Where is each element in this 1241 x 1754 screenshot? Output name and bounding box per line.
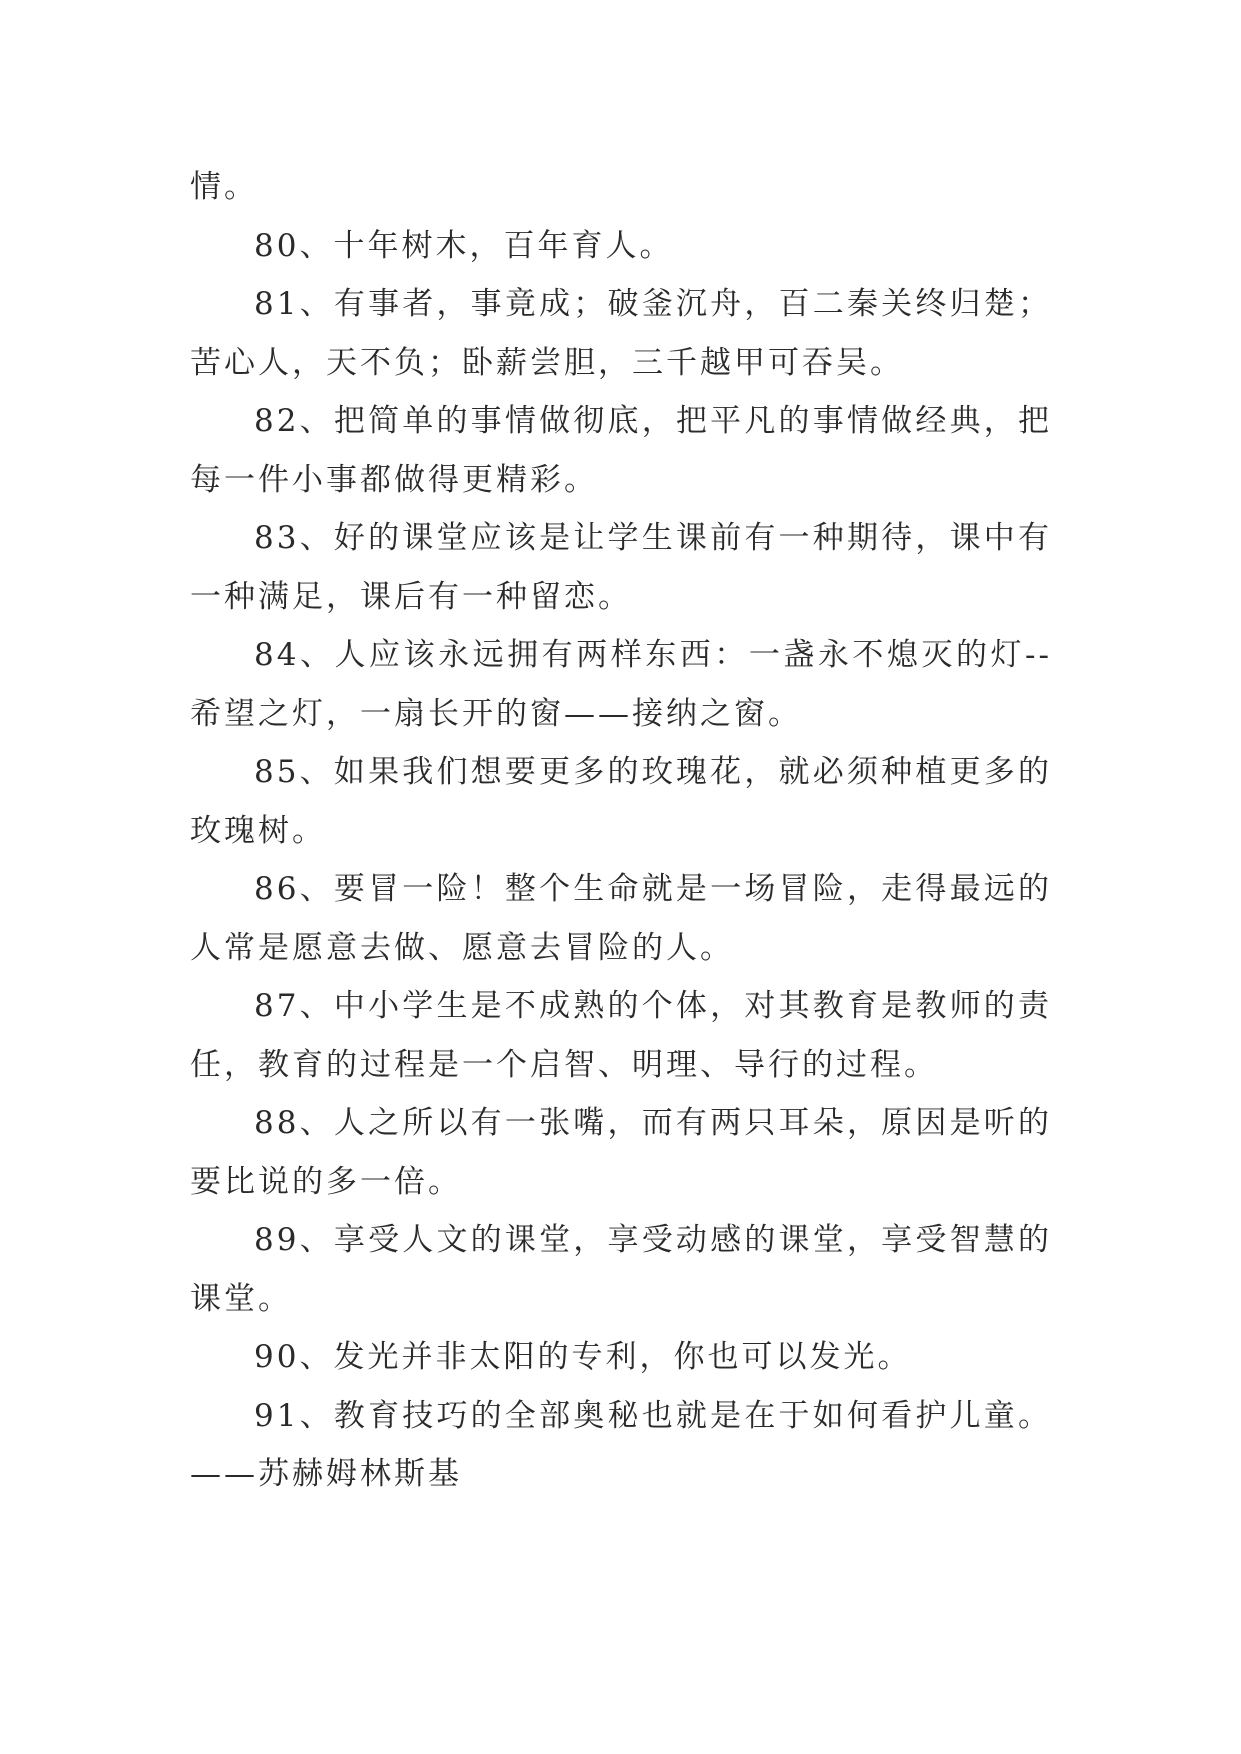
quote-85: 85、如果我们想要更多的玫瑰花，就必须种植更多的玫瑰树。 [190,754,1052,849]
quote-86: 86、要冒一险！整个生命就是一场冒险，走得最远的人常是愿意去做、愿意去冒险的人。 [190,871,1052,966]
quote-80: 80、十年树木，百年育人。 [254,227,674,264]
quote-88: 88、人之所以有一张嘴，而有两只耳朵，原因是听的要比说的多一倍。 [190,1105,1052,1200]
paragraph-continuation: 情。 [190,169,258,205]
quote-90: 90、发光并非太阳的专利，你也可以发光。 [254,1339,912,1375]
quote-82: 82、把简单的事情做彻底，把平凡的事情做经典，把每一件小事都做得更精彩。 [190,403,1052,498]
quote-87: 87、中小学生是不成熟的个体，对其教育是教师的责任，教育的过程是一个启智、明理、导行的过程。 [190,988,1052,1083]
quote-83: 83、好的课堂应该是让学生课前有一种期待，课中有一种满足，课后有一种留恋。 [190,520,1052,615]
quote-91: 91、教育技巧的全部奥秘也就是在于如何看护儿童。——苏赫姆林斯基 [190,1397,1052,1492]
quote-81: 81、有事者，事竟成；破釜沉舟，百二秦关终归楚；苦心人，天不负；卧薪尝胆，三千越甲可吞吴。 [190,286,1052,381]
quote-89: 89、享受人文的课堂，享受动感的课堂，享受智慧的课堂。 [190,1222,1052,1317]
quote-84: 84、人应该永远拥有两样东西：一盏永不熄灭的灯--希望之灯，一扇长开的窗——接纳之窗。 [190,637,1052,732]
document-body [190,158,1052,1504]
